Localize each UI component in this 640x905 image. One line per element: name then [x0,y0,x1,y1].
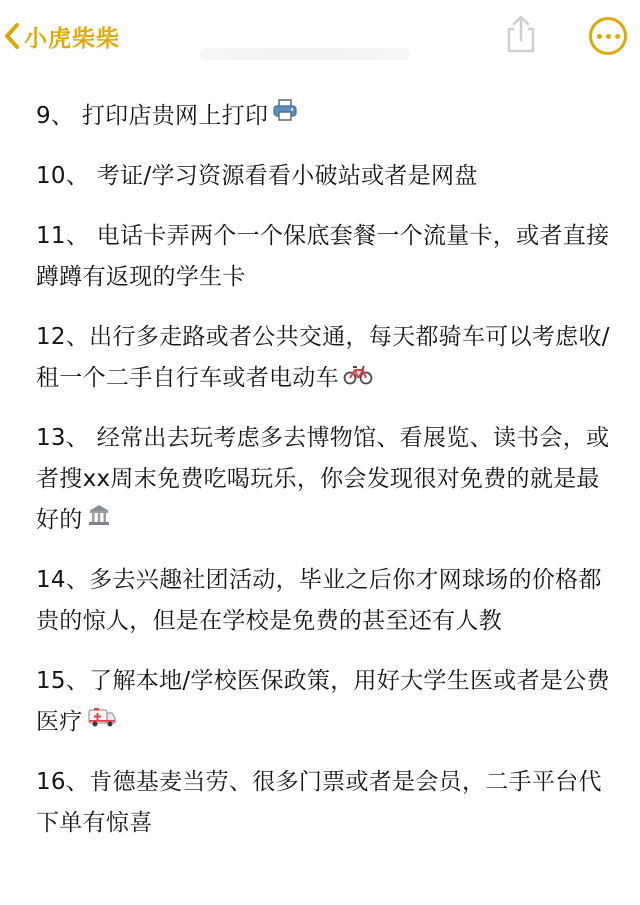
faded-header-text [200,48,410,60]
item-text: 15、了解本地/学校医保政策，用好大学生医或者是公费医疗 [36,668,610,735]
more-icon-dot [615,34,620,39]
list-item [36,156,616,197]
list-item [36,762,616,844]
list-item [36,317,616,399]
item-text: 9、 打印店贵网上打印 [36,103,269,129]
museum-icon [87,500,111,541]
more-options-button[interactable] [589,17,627,55]
note-body [36,96,616,863]
top-bar [0,0,640,80]
list-item [36,418,616,541]
list-item [36,560,616,642]
ambulance-icon [87,702,117,743]
more-icon-dot [606,34,611,39]
account-name: 小虎柴柴 [24,25,120,52]
item-text: 16、肯德基麦当劳、很多门票或者是会员，二手平台代下单有惊喜 [36,769,602,836]
item-text: 14、多去兴趣社团活动，毕业之后你才网球场的价格都贵的惊人，但是在学校是免费的甚至还有人教 [36,567,602,634]
more-icon-dot [597,34,602,39]
list-item [36,661,616,743]
list-item [36,216,616,298]
share-icon[interactable] [503,14,539,54]
item-text: 12、出行多走路或者公共交通，每天都骑车可以考虑收/租一个二手自行车或者电动车 [36,324,610,391]
back-button[interactable] [2,18,120,54]
bicycle-icon [343,358,373,399]
list-item [36,96,616,137]
printer-icon [272,96,298,137]
item-text: 10、 考证/学习资源看看小破站或者是网盘 [36,163,478,189]
chevron-left-icon [2,21,22,51]
item-text: 11、 电话卡弄两个一个保底套餐一个流量卡，或者直接蹲蹲有返现的学生卡 [36,223,610,290]
item-text: 13、 经常出去玩考虑多去博物馆、看展览、读书会，或者搜xx周末免费吃喝玩乐，你会发现很对免费的就是最好的 [36,425,610,533]
